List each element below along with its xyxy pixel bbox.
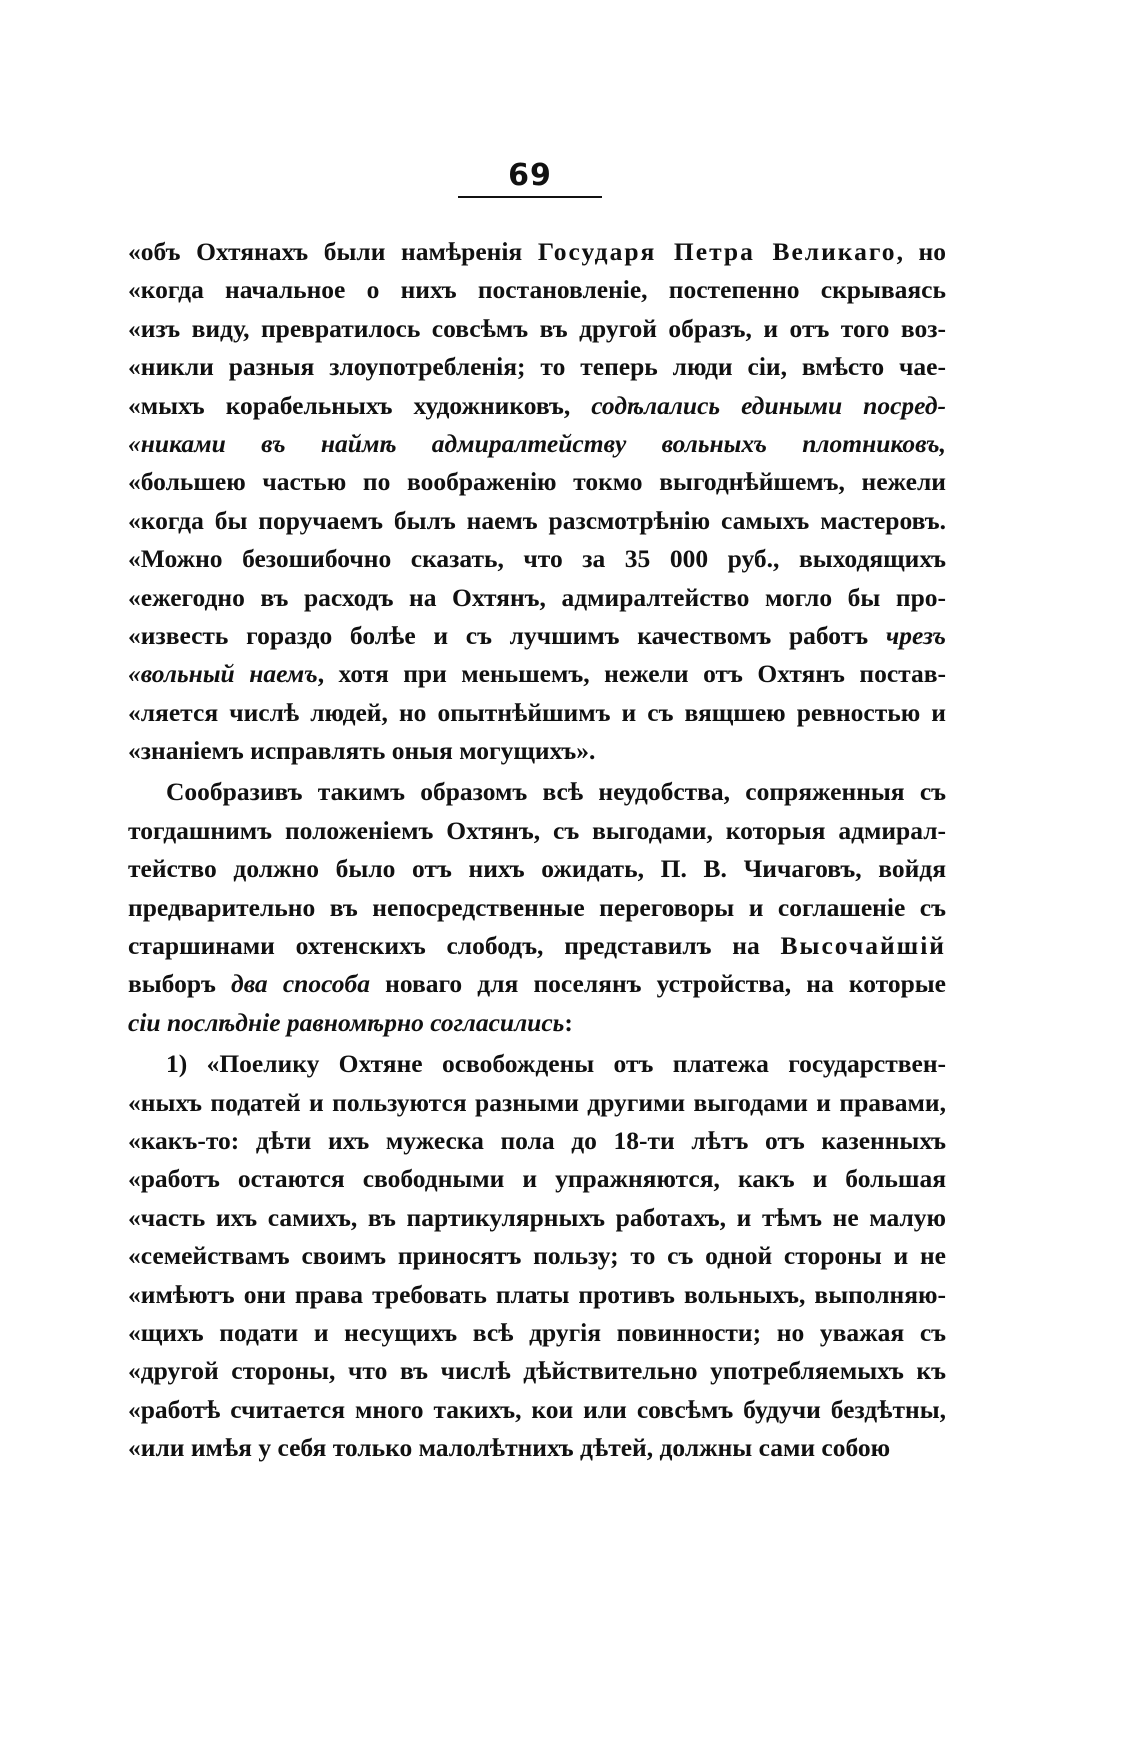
text-run: «семействамъ своимъ приносятъ пользу; то съ одной стороны и не <box>128 1241 946 1271</box>
paragraph <box>128 233 946 770</box>
text-run: 1) «Поелику Охтяне освобождены отъ платежа государствен- <box>166 1049 946 1079</box>
text-run: , но <box>896 237 946 266</box>
text-line <box>128 233 946 271</box>
text-line <box>128 1429 946 1467</box>
italic-text: содѣлались едиными посред- <box>591 390 946 420</box>
text-line <box>128 732 946 770</box>
text-line <box>128 425 946 463</box>
text-run: тейство должно было отъ нихъ ожидать, П. В. Чичаговъ, войдя <box>128 854 946 884</box>
text-run: «какъ-то: дѣти ихъ мужеска пола до 18-ти лѣтъ отъ казенныхъ <box>128 1125 946 1155</box>
text-line <box>128 655 946 693</box>
text-line <box>128 271 946 309</box>
text-run: «изъ виду, превратилось совсѣмъ въ другой образъ, и отъ того воз- <box>128 313 946 343</box>
text-line <box>128 812 946 850</box>
text-line <box>128 1352 946 1390</box>
text-run: тогдашнимъ положеніемъ Охтянъ, съ выгодами, которыя адмирал- <box>128 815 946 845</box>
text-run: «ныхъ податей и пользуются разными другими выгодами и правами, <box>128 1087 946 1117</box>
text-run: Сообразивъ такимъ образомъ всѣ неудобства, сопряженныя съ <box>166 777 946 807</box>
header-rule <box>458 196 602 198</box>
page-number: 69 <box>508 158 552 193</box>
text-run: выборъ <box>128 969 232 999</box>
text-run: предварительно въ непосредственные переговоры и соглашеніе съ <box>128 892 946 922</box>
text-line <box>128 1199 946 1237</box>
text-run: : <box>564 1007 573 1037</box>
text-line <box>128 310 946 348</box>
italic-text: «никами въ наймѣ адмиралтейству вольныхъ плотниковъ, <box>128 428 946 458</box>
text-run: «другой стороны, что въ числѣ дѣйствительно употребляемыхъ къ <box>128 1356 946 1386</box>
text-line <box>128 1391 946 1429</box>
text-run: новаго для поселянъ устройства, на которые <box>369 969 946 999</box>
text-run: «большею частью по воображенію токмо выгоднѣйшемъ, нежели <box>128 467 946 497</box>
text-run: «когда начальное о нихъ постановленіе, постепенно скрываясь <box>128 275 946 305</box>
text-line <box>128 540 946 578</box>
text-run: старшинами охтенскихъ слободъ, представилъ на <box>128 931 781 961</box>
text-line <box>128 1084 946 1122</box>
text-run: «объ Охтянахъ были намѣренія <box>128 237 538 266</box>
text-run: «знаніемъ исправлять оныя могущихъ». <box>128 736 596 766</box>
text-line <box>128 348 946 386</box>
italic-text: «вольный наемъ <box>128 659 318 689</box>
text-run: «ежегодно въ расходъ на Охтянъ, адмиралтейство могло бы про- <box>128 582 946 612</box>
text-line <box>128 927 946 965</box>
text-run: «или имѣя у себя только малолѣтнихъ дѣтей, должны сами собою <box>128 1433 891 1463</box>
text-run: «работъ остаются свободными и упражняются, какъ и большая <box>128 1164 946 1194</box>
text-run: «часть ихъ самихъ, въ партикулярныхъ работахъ, и тѣмъ не малую <box>128 1202 946 1232</box>
text-line <box>128 502 946 540</box>
text-line <box>128 694 946 732</box>
text-line <box>128 1004 946 1042</box>
text-line <box>128 850 946 888</box>
text-line <box>128 1122 946 1160</box>
text-line <box>128 1160 946 1198</box>
text-line <box>128 1237 946 1275</box>
body-text <box>128 233 946 1468</box>
text-line <box>128 579 946 617</box>
text-run: , хотя при меньшемъ, нежели отъ Охтянъ постав- <box>317 659 946 689</box>
italic-text: чрезъ <box>885 620 946 650</box>
paragraph <box>128 773 946 1042</box>
italic-text: два способа <box>231 969 370 999</box>
page-header <box>458 156 602 198</box>
text-run: «известь гораздо болѣе и съ лучшимъ качествомъ работъ <box>128 620 886 650</box>
text-line <box>128 387 946 425</box>
text-line <box>128 1045 946 1083</box>
text-line <box>128 965 946 1003</box>
text-run: «Можно безошибочно сказать, что за 35 000 руб., выходящихъ <box>128 544 946 574</box>
text-run: «щихъ подати и несущихъ всѣ другія повинности; но уважая съ <box>128 1317 946 1347</box>
text-run: «ляется числѣ людей, но опытнѣйшимъ и съ вящшею ревностью и <box>128 697 946 727</box>
paragraph <box>128 1045 946 1467</box>
text-run: Государя Петра Великаго <box>537 237 897 266</box>
text-line <box>128 463 946 501</box>
text-line <box>128 1276 946 1314</box>
text-run: «никли разныя злоупотребленія; то теперь люди сіи, вмѣсто чае- <box>128 352 946 382</box>
text-run: «имѣютъ они права требовать платы противъ вольныхъ, выполняю- <box>128 1279 946 1309</box>
text-run: «мыхъ корабельныхъ художниковъ, <box>128 390 592 420</box>
text-run: Высочайшій <box>780 931 946 961</box>
italic-text: сіи послѣдніе равномѣрно согласились <box>128 1007 565 1037</box>
text-run: «работѣ считается много такихъ, кои или совсѣмъ будучи бездѣтны, <box>128 1394 946 1424</box>
text-line <box>128 773 946 811</box>
text-line <box>128 1314 946 1352</box>
text-line <box>128 889 946 927</box>
text-run: «когда бы поручаемъ былъ наемъ разсмотрѣнію самыхъ мастеровъ. <box>128 505 946 535</box>
text-line <box>128 617 946 655</box>
